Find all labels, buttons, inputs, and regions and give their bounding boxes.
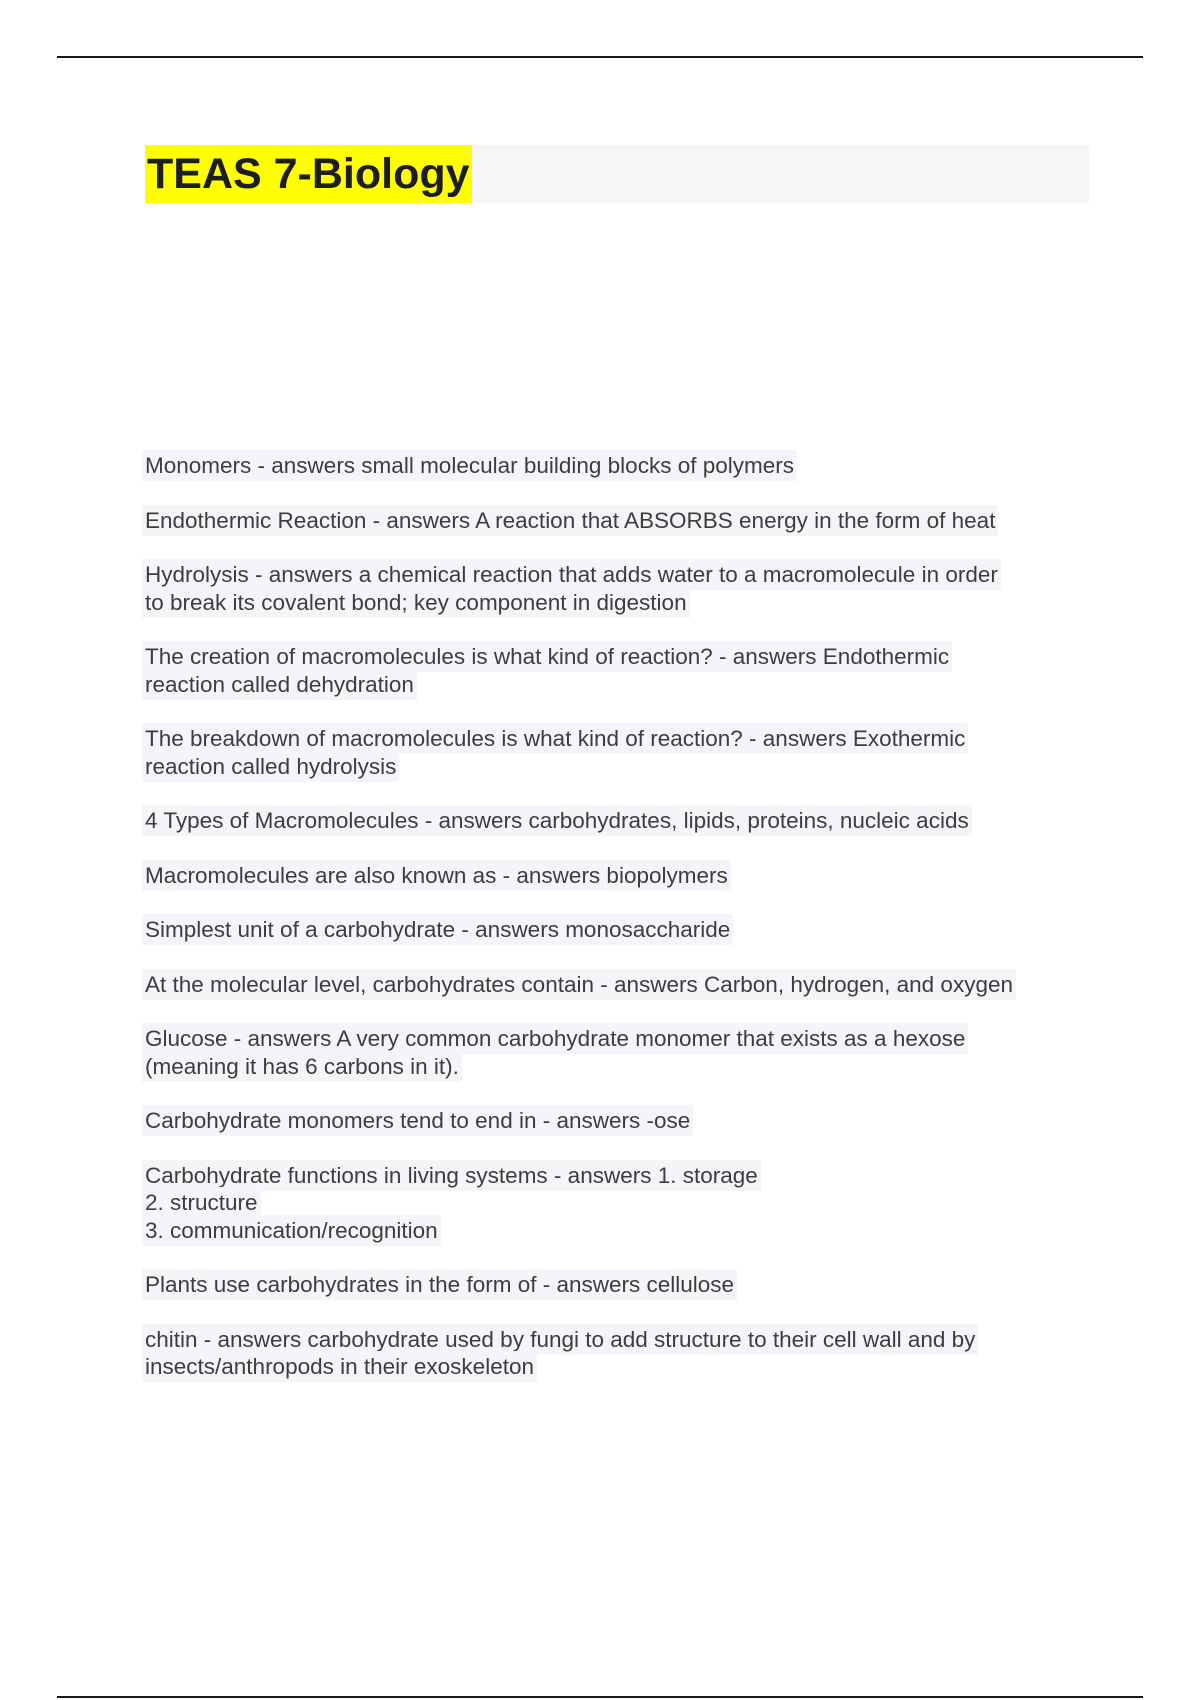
qa-text: reaction called dehydration — [145, 671, 414, 697]
qa-text: Carbohydrate monomers tend to end in - answers -ose — [145, 1108, 691, 1133]
qa-item-simplest-unit — [145, 916, 1105, 944]
qa-text: 4 Types of Macromolecules - answers carbohydrates, lipids, proteins, nucleic acids — [145, 808, 969, 833]
qa-text: At the molecular level, carbohydrates contain - answers Carbon, hydrogen, and oxygen — [145, 971, 1013, 997]
qa-text: Simplest unit of a carbohydrate - answers monosaccharide — [145, 917, 731, 942]
qa-text: to break its covalent bond; key component in digestion — [145, 589, 687, 615]
qa-text: Hydrolysis - answers a chemical reaction that adds water to a macromolecule in order — [145, 562, 998, 587]
qa-text: (meaning it has 6 carbons in it). — [145, 1053, 459, 1079]
qa-item-hydrolysis — [145, 561, 1105, 616]
qa-text: Macromolecules are also known as - answers biopolymers — [145, 862, 728, 888]
footer-rule — [57, 1696, 1143, 1698]
qa-text: Monomers - answers small molecular building blocks of polymers — [145, 453, 794, 478]
qa-text: chitin - answers carbohydrate used by fungi to add structure to their cell wall and by — [145, 1326, 976, 1352]
qa-text: 2. structure — [145, 1190, 258, 1215]
page-title: TEAS 7-Biology — [145, 145, 472, 203]
qa-text: Carbohydrate functions in living systems - answers 1. storage — [145, 1162, 758, 1188]
qa-item-chitin — [145, 1326, 1105, 1381]
qa-item-creation — [145, 643, 1105, 698]
qa-item-endothermic — [145, 507, 1105, 535]
qa-text: Plants use carbohydrates in the form of - answers cellulose — [145, 1272, 735, 1297]
qa-item-monomers — [145, 452, 1105, 480]
qa-text: Glucose - answers A very common carbohydrate monomer that exists as a hexose — [145, 1026, 966, 1051]
qa-item-glucose — [145, 1025, 1105, 1080]
qa-item-types — [145, 807, 1105, 835]
qa-text: reaction called hydrolysis — [145, 753, 397, 779]
qa-item-molecular-level — [145, 971, 1105, 999]
qa-text: The creation of macromolecules is what kind of reaction? - answers Endothermic — [145, 644, 950, 669]
qa-item-aka — [145, 862, 1105, 890]
qa-item-plants — [145, 1271, 1105, 1299]
qa-text: The breakdown of macromolecules is what kind of reaction? - answers Exothermic — [145, 726, 966, 751]
qa-item-breakdown — [145, 725, 1105, 780]
qa-item-functions — [145, 1162, 1105, 1245]
qa-text: insects/anthropods in their exoskeleton — [145, 1354, 534, 1379]
qa-list — [145, 452, 1105, 1408]
qa-text: 3. communication/recognition — [145, 1217, 438, 1243]
header-rule — [57, 56, 1143, 58]
qa-text: Endothermic Reaction - answers A reaction that ABSORBS energy in the form of heat — [145, 507, 996, 533]
qa-item-monomer-ending — [145, 1107, 1105, 1135]
